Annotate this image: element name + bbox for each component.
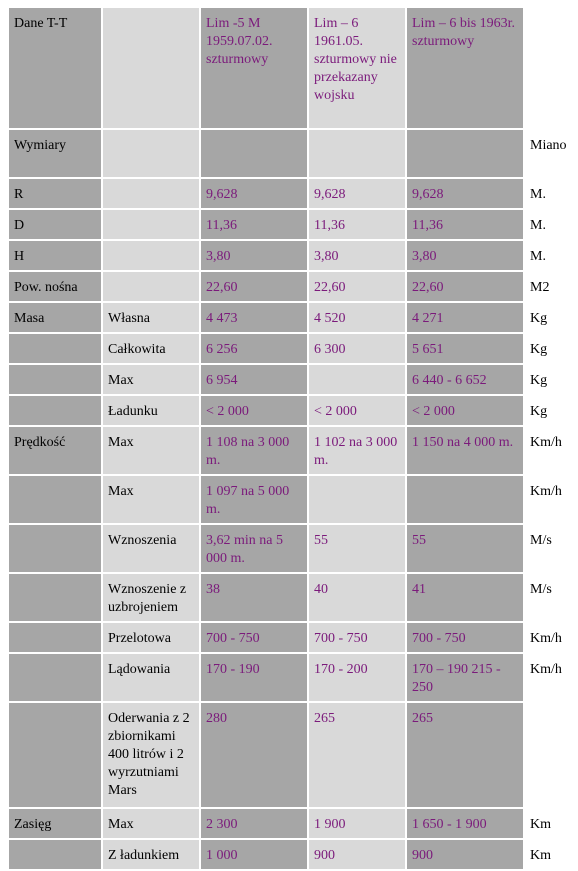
value-lim5m: 22,60 bbox=[200, 271, 308, 302]
table-header-row bbox=[9, 8, 577, 129]
table-row bbox=[9, 129, 577, 178]
row-group-label: Masa bbox=[9, 302, 102, 333]
table-row bbox=[9, 178, 577, 209]
row-sub-label: Przelotowa bbox=[102, 622, 200, 653]
unit-cell: Km bbox=[524, 808, 577, 839]
row-group-label: R bbox=[9, 178, 102, 209]
unit-cell: M/s bbox=[524, 573, 577, 622]
value-lim5m: 1 000 bbox=[200, 839, 308, 870]
value-lim5m: 3,62 min na 5 000 m. bbox=[200, 524, 308, 573]
row-sub-label: Max bbox=[102, 426, 200, 475]
value-lim5m: 1 108 na 3 000 m. bbox=[200, 426, 308, 475]
value-lim6: 22,60 bbox=[308, 271, 406, 302]
table-row bbox=[9, 209, 577, 240]
value-lim5m: 4 473 bbox=[200, 302, 308, 333]
value-lim6bis: 22,60 bbox=[406, 271, 524, 302]
row-sub-label: Lądowania bbox=[102, 653, 200, 702]
unit-cell: Km/h bbox=[524, 426, 577, 475]
value-lim6bis: 6 440 - 6 652 bbox=[406, 364, 524, 395]
unit-cell: Km bbox=[524, 839, 577, 870]
row-group-label bbox=[9, 702, 102, 808]
row-sub-label bbox=[102, 240, 200, 271]
value-lim5m: 6 256 bbox=[200, 333, 308, 364]
row-group-label bbox=[9, 475, 102, 524]
aircraft-spec-table bbox=[9, 8, 578, 871]
header-model-lim6bis: Lim – 6 bis 1963r. szturmowy bbox=[406, 8, 524, 129]
header-group-cell: Dane T-T bbox=[9, 8, 102, 129]
unit-cell: M2 bbox=[524, 271, 577, 302]
row-group-label bbox=[9, 622, 102, 653]
table-row bbox=[9, 475, 577, 524]
value-lim6: 900 bbox=[308, 839, 406, 870]
table-row bbox=[9, 839, 577, 870]
unit-cell: Kg bbox=[524, 395, 577, 426]
value-lim6: 9,628 bbox=[308, 178, 406, 209]
unit-cell: Km/h bbox=[524, 475, 577, 524]
table-row bbox=[9, 364, 577, 395]
row-group-label: Wymiary bbox=[9, 129, 102, 178]
value-lim5m bbox=[200, 129, 308, 178]
row-group-label: Pow. nośna bbox=[9, 271, 102, 302]
value-lim5m: 6 954 bbox=[200, 364, 308, 395]
table-row bbox=[9, 271, 577, 302]
value-lim6bis: 9,628 bbox=[406, 178, 524, 209]
value-lim6bis: 1 650 - 1 900 bbox=[406, 808, 524, 839]
row-sub-label bbox=[102, 209, 200, 240]
unit-cell: Miano bbox=[524, 129, 577, 178]
row-group-label bbox=[9, 333, 102, 364]
table-row bbox=[9, 702, 577, 808]
value-lim6 bbox=[308, 475, 406, 524]
value-lim6 bbox=[308, 129, 406, 178]
value-lim5m: 2 300 bbox=[200, 808, 308, 839]
row-sub-label: Max bbox=[102, 475, 200, 524]
value-lim6: 170 - 200 bbox=[308, 653, 406, 702]
row-sub-label bbox=[102, 129, 200, 178]
row-group-label bbox=[9, 653, 102, 702]
value-lim5m: 3,80 bbox=[200, 240, 308, 271]
row-sub-label: Wznoszenia bbox=[102, 524, 200, 573]
value-lim6bis: 5 651 bbox=[406, 333, 524, 364]
value-lim6: 55 bbox=[308, 524, 406, 573]
value-lim5m: 9,628 bbox=[200, 178, 308, 209]
table-row bbox=[9, 808, 577, 839]
value-lim6bis: 700 - 750 bbox=[406, 622, 524, 653]
header-unit-cell bbox=[524, 8, 577, 129]
value-lim5m: < 2 000 bbox=[200, 395, 308, 426]
table-row bbox=[9, 524, 577, 573]
value-lim6bis: 170 – 190 215 - 250 bbox=[406, 653, 524, 702]
value-lim6: 4 520 bbox=[308, 302, 406, 333]
table-row bbox=[9, 302, 577, 333]
value-lim6: < 2 000 bbox=[308, 395, 406, 426]
value-lim6bis: 41 bbox=[406, 573, 524, 622]
header-model-lim6: Lim – 6 1961.05. szturmowy nie przekazany wojsku bbox=[308, 8, 406, 129]
value-lim6bis: 265 bbox=[406, 702, 524, 808]
value-lim6: 1 900 bbox=[308, 808, 406, 839]
row-group-label bbox=[9, 395, 102, 426]
table-row bbox=[9, 622, 577, 653]
row-sub-label: Max bbox=[102, 808, 200, 839]
row-sub-label: Max bbox=[102, 364, 200, 395]
row-group-label: H bbox=[9, 240, 102, 271]
row-group-label bbox=[9, 839, 102, 870]
row-group-label: Prędkość bbox=[9, 426, 102, 475]
value-lim6: 700 - 750 bbox=[308, 622, 406, 653]
value-lim6bis: 1 150 na 4 000 m. bbox=[406, 426, 524, 475]
unit-cell: Km/h bbox=[524, 653, 577, 702]
row-group-label bbox=[9, 573, 102, 622]
row-sub-label bbox=[102, 271, 200, 302]
value-lim6bis bbox=[406, 475, 524, 524]
table-row bbox=[9, 426, 577, 475]
header-sub-cell bbox=[102, 8, 200, 129]
row-group-label bbox=[9, 364, 102, 395]
row-sub-label: Wznoszenie z uzbrojeniem bbox=[102, 573, 200, 622]
value-lim5m: 700 - 750 bbox=[200, 622, 308, 653]
value-lim6: 40 bbox=[308, 573, 406, 622]
table-row bbox=[9, 653, 577, 702]
table-row bbox=[9, 333, 577, 364]
value-lim5m: 170 - 190 bbox=[200, 653, 308, 702]
unit-cell bbox=[524, 702, 577, 808]
value-lim5m: 280 bbox=[200, 702, 308, 808]
table-row bbox=[9, 573, 577, 622]
value-lim6: 3,80 bbox=[308, 240, 406, 271]
value-lim6bis bbox=[406, 129, 524, 178]
value-lim6bis: 900 bbox=[406, 839, 524, 870]
value-lim6bis: 11,36 bbox=[406, 209, 524, 240]
row-group-label: Zasięg bbox=[9, 808, 102, 839]
unit-cell: M/s bbox=[524, 524, 577, 573]
unit-cell: M. bbox=[524, 209, 577, 240]
unit-cell: M. bbox=[524, 178, 577, 209]
value-lim6bis: 3,80 bbox=[406, 240, 524, 271]
row-sub-label: Własna bbox=[102, 302, 200, 333]
row-sub-label: Z ładunkiem bbox=[102, 839, 200, 870]
value-lim5m: 38 bbox=[200, 573, 308, 622]
value-lim6: 6 300 bbox=[308, 333, 406, 364]
value-lim6: 265 bbox=[308, 702, 406, 808]
row-sub-label: Ładunku bbox=[102, 395, 200, 426]
row-sub-label bbox=[102, 178, 200, 209]
value-lim5m: 1 097 na 5 000 m. bbox=[200, 475, 308, 524]
unit-cell: M. bbox=[524, 240, 577, 271]
value-lim6: 1 102 na 3 000 m. bbox=[308, 426, 406, 475]
table-row bbox=[9, 395, 577, 426]
value-lim5m: 11,36 bbox=[200, 209, 308, 240]
unit-cell: Kg bbox=[524, 333, 577, 364]
value-lim6: 11,36 bbox=[308, 209, 406, 240]
value-lim6bis: 55 bbox=[406, 524, 524, 573]
unit-cell: Kg bbox=[524, 364, 577, 395]
value-lim6bis: < 2 000 bbox=[406, 395, 524, 426]
unit-cell: Km/h bbox=[524, 622, 577, 653]
table-row bbox=[9, 240, 577, 271]
value-lim6 bbox=[308, 364, 406, 395]
unit-cell: Kg bbox=[524, 302, 577, 333]
header-model-lim5m: Lim -5 M 1959.07.02. szturmowy bbox=[200, 8, 308, 129]
row-group-label bbox=[9, 524, 102, 573]
row-sub-label: Całkowita bbox=[102, 333, 200, 364]
value-lim6bis: 4 271 bbox=[406, 302, 524, 333]
row-group-label: D bbox=[9, 209, 102, 240]
row-sub-label: Oderwania z 2 zbiornikami 400 litrów i 2 wyrzutniami Mars bbox=[102, 702, 200, 808]
